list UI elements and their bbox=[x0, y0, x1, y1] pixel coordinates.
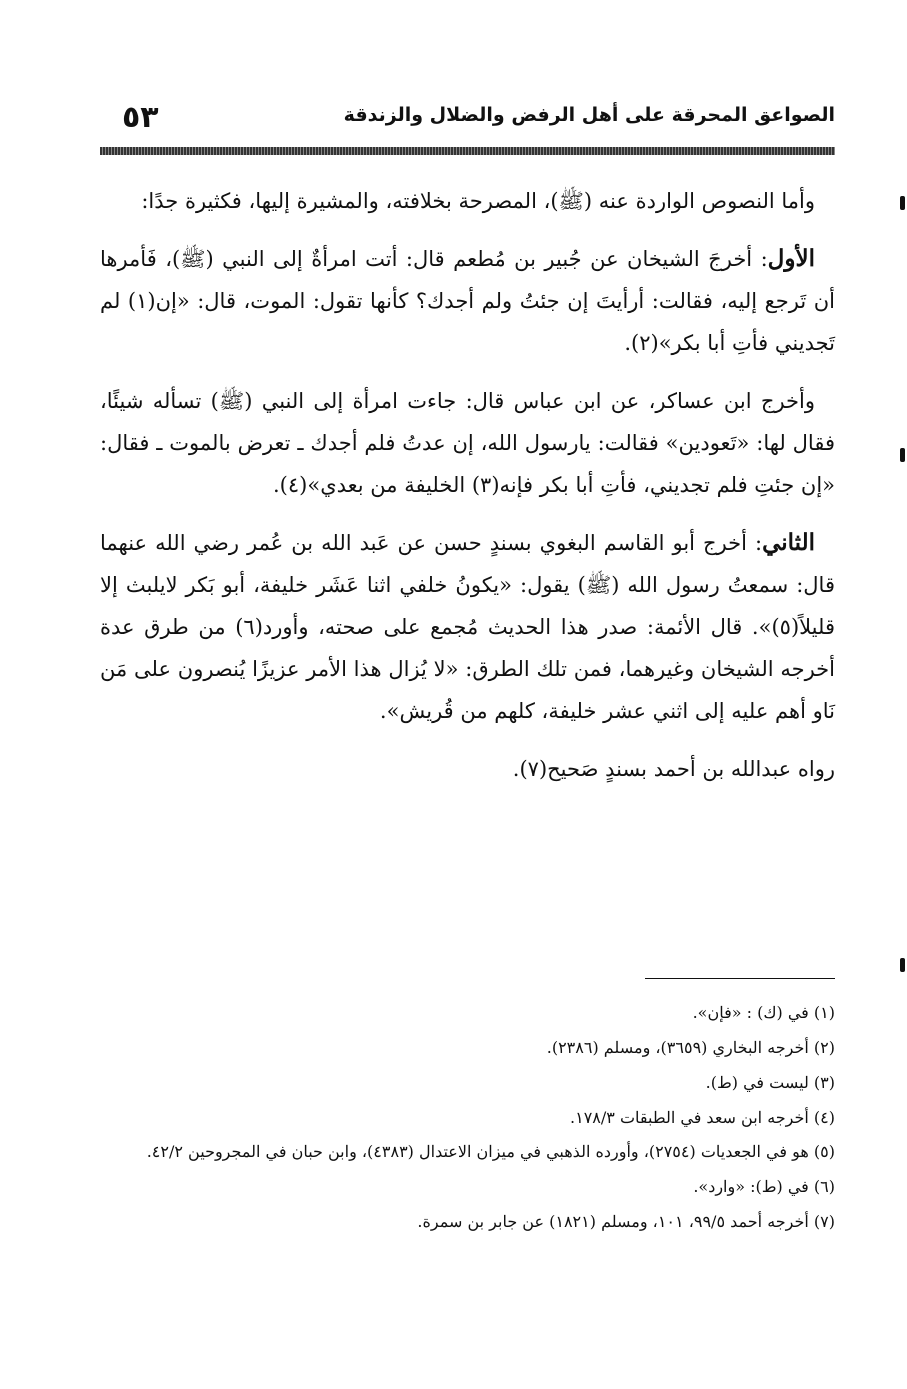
intro-paragraph: وأما النصوص الواردة عنه (ﷺ)، المصرحة بخلافته، والمشيرة إليها، فكثيرة جدًا: bbox=[141, 189, 815, 213]
third-paragraph bbox=[100, 522, 835, 732]
margin-mark-middle bbox=[900, 448, 905, 462]
footnote-4: (٤) أخرجه ابن سعد في الطبقات ١٧٨/٣. bbox=[570, 1108, 835, 1127]
first-label: الأول bbox=[767, 245, 815, 272]
footnote-1: (١) في (ك) : «فإن». bbox=[692, 1003, 835, 1022]
margin-mark-top bbox=[900, 196, 905, 210]
main-text bbox=[100, 180, 835, 806]
footnote-7: (٧) أخرجه أحمد ٩٩/٥، ١٠١، ومسلم (١٨٢١) عن جابر بن سمرة. bbox=[417, 1212, 835, 1231]
second-label: الثاني bbox=[762, 529, 815, 556]
page-number: ٥٣ bbox=[122, 100, 159, 135]
first-paragraph bbox=[100, 238, 835, 364]
margin-mark-bottom bbox=[900, 958, 905, 972]
footnote-separator bbox=[645, 978, 835, 979]
first-text: : أخرجَ الشيخان عن جُبير بن مُطعم قال: أتت امرأةٌ إلى النبي (ﷺ)، فَأمرها أن تَرجع إليه، فقالت: أرأيتَ إن جئتُ ولم أجدك؟ كأنها تقول: الموت، قال: «إن(١) لم تَجديني فأتِ أبا بكر»(٢). bbox=[100, 247, 835, 355]
closing-line: رواه عبدالله بن أحمد بسندٍ صَحيح(٧). bbox=[512, 757, 835, 781]
footnote-2: (٢) أخرجه البخاري (٣٦٥٩)، ومسلم (٢٣٨٦). bbox=[546, 1038, 835, 1057]
footnote-5: (٥) هو في الجعديات (٢٧٥٤)، وأورده الذهبي في ميزان الاعتدال (٤٣٨٣)، وابن حبان في المجروحين ٤٢/٢. bbox=[146, 1142, 835, 1161]
page-header bbox=[100, 96, 835, 136]
second-text: : أخرج أبو القاسم البغوي بسندٍ حسن عن عَبد الله بن عُمر رضي الله عنهما قال: سمعتُ رسول الله (ﷺ) يقول: «يكونُ خلفي اثنا عَشَر خليفة، أبو بَكر لايلبث إلا قليلاً(٥)». قال الأئمة: صدر هذا الحديث مُجمع على صحته، وأورد(٦) من طرق عدة أخرجه الشيخان وغيرهما، فمن تلك الطرق: «لا يُزال هذا الأمر عزيزًا يُنصرون على مَن نَاو أهم عليه إلى اثني عشر خليفة، كلهم من قُريش». bbox=[100, 531, 835, 723]
footnote-3: (٣) ليست في (ط). bbox=[705, 1073, 835, 1092]
second-paragraph: وأخرج ابن عساكر، عن ابن عباس قال: جاءت امرأة إلى النبي (ﷺ) تسأله شيئًا، فقال لها: «تَعودين» فقالت: يارسول الله، إن عدتُ فلم أجدك ـ تعرض بالموت ـ فقال: «إن جئتِ فلم تجديني، فأتِ أبا بكر فإنه(٣) الخليفة من بعدي»(٤). bbox=[100, 389, 835, 497]
footnote-6: (٦) في (ط): «وارد». bbox=[693, 1177, 835, 1196]
footnotes bbox=[100, 995, 835, 1239]
running-title: الصواعق المحرقة على أهل الرفض والضلال والزندقة bbox=[343, 104, 835, 126]
header-rule bbox=[100, 147, 835, 155]
